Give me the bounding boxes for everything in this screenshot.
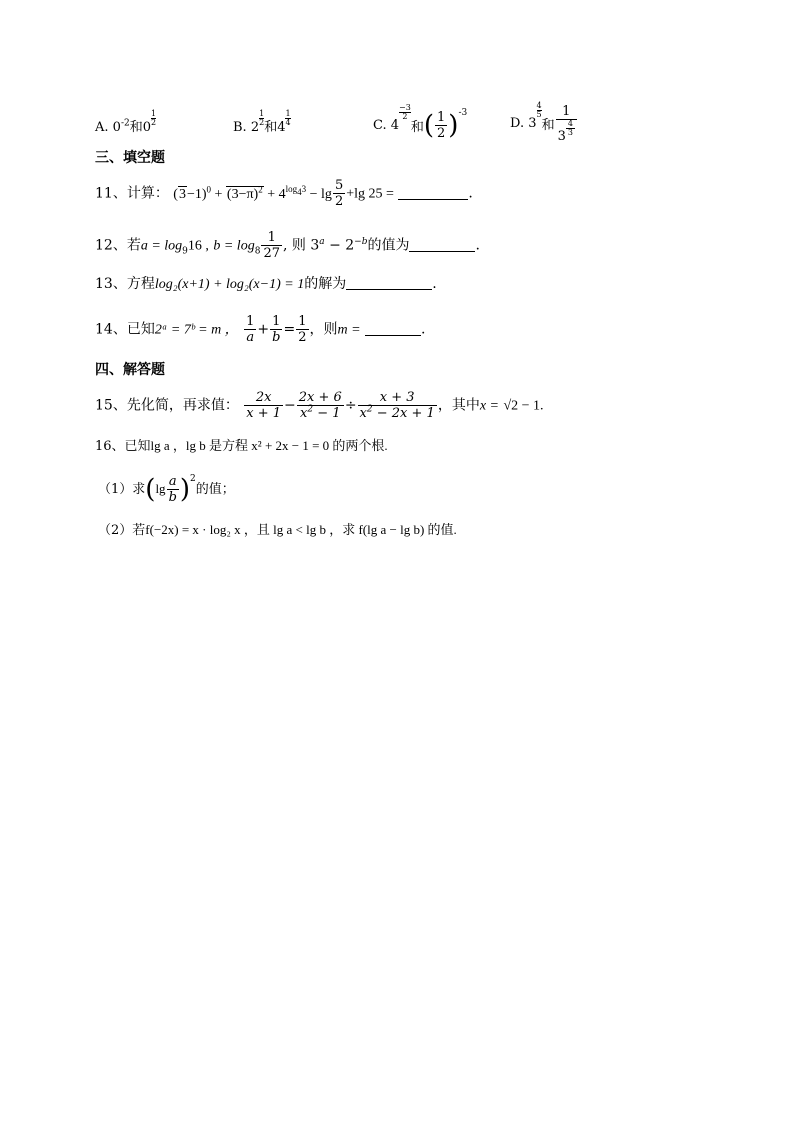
section-heading-fill-in: 三、填空题 (95, 150, 165, 166)
question-14: 14、已知2ᵃ = 7ᵇ = m ， $\frac{1}{a}$ + $\frac{1}{b}$ = $\frac{1}{2}$ ，则m = . (95, 314, 426, 345)
answer-blank-12[interactable] (409, 237, 475, 252)
question-16-part-2: （2）若f(−2x) = x · log₂ x ，且 lg a < lg b ，求 f(lg a − lg b) 的值. (98, 522, 457, 538)
answer-blank-11[interactable] (398, 185, 468, 200)
option-c: C. 4 $\frac{-3}{2}$ 和( $\frac{1}{2}$ )$^{-3}$ (373, 103, 468, 141)
option-b: B. 2 $\frac{1}{2}$ 和4 $\frac{1}{4}$ (233, 109, 291, 135)
question-13: 13、方程log₂(x+1) + log₂(x−1) = 1的解为 . (95, 276, 437, 292)
question-16: 16、已知lg a ，lg b 是方程 x² + 2x − 1 = 0 的两个根. (95, 438, 388, 454)
section-heading-answer: 四、解答题 (95, 362, 165, 378)
question-12: 12、若$a = \log_916$ , $b = \log_8$ $\frac{1}{27}$ , 则 $3^a - 2^{-b}$的值为 . (95, 230, 480, 261)
question-16-part-1: （1）求(lg $\frac{a}{b}$ )$^2$的值； (98, 474, 235, 505)
option-d: D. 3 $\frac{4}{5}$ 和 1 3 $\frac{4}{3}$ (510, 102, 578, 144)
question-11: 11、计算： $(3-1)^0 + (3-\pi)^2 + 4^{log_43} - \lg$ $\frac{5}{2}$ +lg 25 = . (95, 178, 473, 209)
answer-blank-13[interactable] (346, 275, 432, 290)
answer-blank-14[interactable] (365, 321, 421, 336)
question-15: 15、先化简，再求值： $\frac{2x}{x + 1}$ − $\frac{2x + 6}{x^2 - 1}$ ÷ $\frac{x + 3}{x^2 - 2x + 1}$ ，其中x = √2 − 1. (95, 390, 544, 421)
option-a: A. $0^{-2}$和0 $\frac{1}{2}$ (95, 109, 157, 135)
